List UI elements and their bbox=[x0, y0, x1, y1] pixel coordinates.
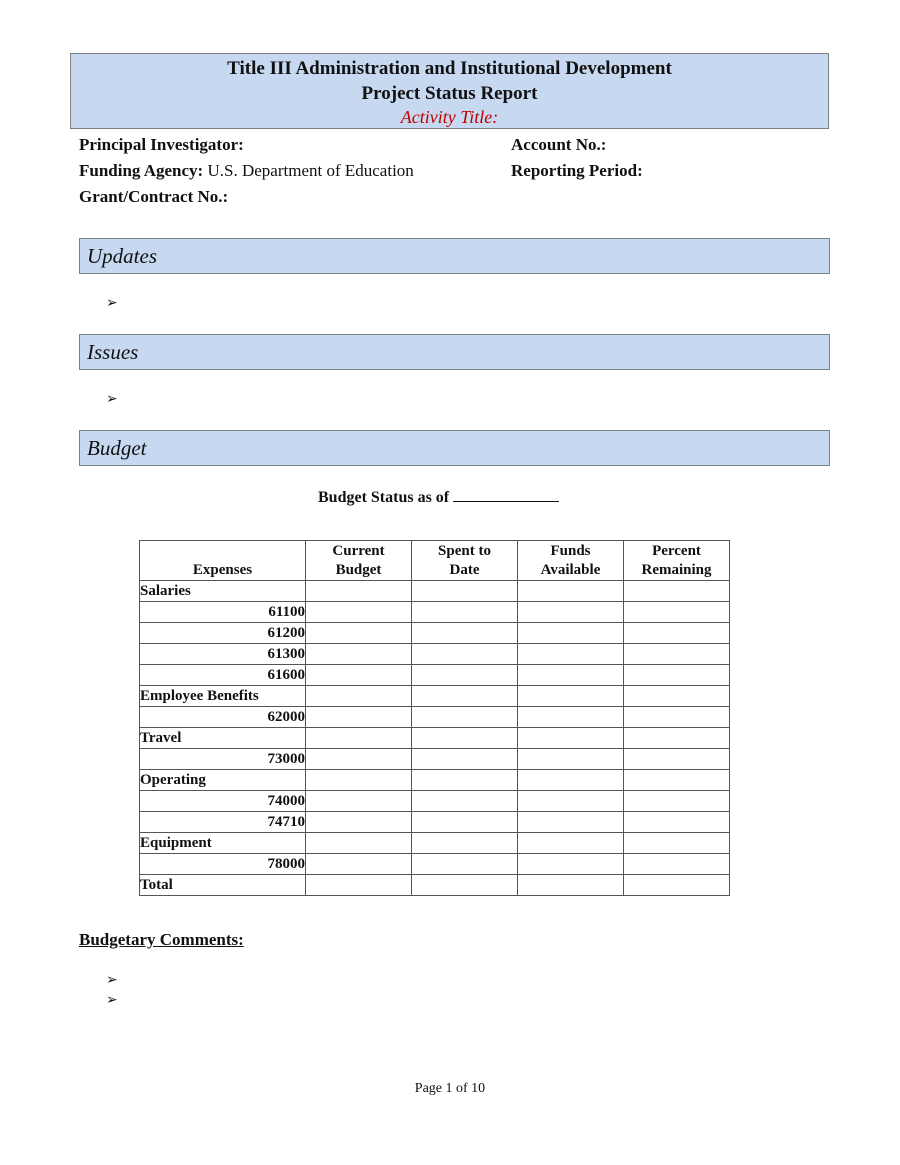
budget-value-cell[interactable] bbox=[518, 623, 624, 644]
account-no-label: Account No.: bbox=[511, 135, 607, 154]
budget-value-cell[interactable] bbox=[306, 623, 412, 644]
budget-value-cell[interactable] bbox=[306, 791, 412, 812]
expense-category-cell: Total bbox=[140, 875, 306, 896]
budget-value-cell[interactable] bbox=[412, 833, 518, 854]
table-row bbox=[140, 770, 730, 791]
expense-category-cell: Equipment bbox=[140, 833, 306, 854]
report-title-box bbox=[70, 53, 829, 129]
table-row bbox=[140, 833, 730, 854]
budget-status-date-blank[interactable] bbox=[453, 487, 559, 502]
budget-value-cell[interactable] bbox=[412, 875, 518, 896]
budget-value-cell[interactable] bbox=[518, 770, 624, 791]
table-row bbox=[140, 686, 730, 707]
budget-value-cell[interactable] bbox=[624, 833, 730, 854]
budget-value-cell[interactable] bbox=[518, 833, 624, 854]
budget-value-cell[interactable] bbox=[306, 602, 412, 623]
budget-value-cell[interactable] bbox=[624, 749, 730, 770]
budget-value-cell[interactable] bbox=[518, 602, 624, 623]
budget-value-cell[interactable] bbox=[306, 875, 412, 896]
expense-category-cell: Travel bbox=[140, 728, 306, 749]
table-row bbox=[140, 707, 730, 728]
budget-value-cell[interactable] bbox=[518, 728, 624, 749]
table-row bbox=[140, 644, 730, 665]
budget-value-cell[interactable] bbox=[412, 791, 518, 812]
report-subtitle: Project Status Report bbox=[361, 83, 538, 104]
budget-value-cell[interactable] bbox=[624, 665, 730, 686]
updates-bullet: ➢ bbox=[106, 296, 118, 311]
budget-value-cell[interactable] bbox=[624, 623, 730, 644]
budget-value-cell[interactable] bbox=[306, 749, 412, 770]
budget-value-cell[interactable] bbox=[306, 644, 412, 665]
budget-value-cell[interactable] bbox=[518, 854, 624, 875]
budget-value-cell[interactable] bbox=[518, 581, 624, 602]
budget-status-line bbox=[318, 487, 559, 507]
table-row bbox=[140, 581, 730, 602]
principal-investigator-label: Principal Investigator: bbox=[79, 135, 244, 154]
header-current-budget: Current Budget bbox=[306, 541, 412, 581]
page-number: Page 1 of 10 bbox=[414, 1081, 486, 1096]
budget-value-cell[interactable] bbox=[306, 812, 412, 833]
budget-value-cell[interactable] bbox=[624, 644, 730, 665]
section-updates: Updates bbox=[79, 238, 830, 274]
budget-value-cell[interactable] bbox=[412, 812, 518, 833]
table-row bbox=[140, 602, 730, 623]
budget-value-cell[interactable] bbox=[412, 623, 518, 644]
budget-value-cell[interactable] bbox=[518, 749, 624, 770]
budget-value-cell[interactable] bbox=[306, 686, 412, 707]
header-percent-remaining: Percent Remaining bbox=[624, 541, 730, 581]
header-spent-to-date: Spent to Date bbox=[412, 541, 518, 581]
budget-value-cell[interactable] bbox=[624, 728, 730, 749]
budget-value-cell[interactable] bbox=[412, 770, 518, 791]
budget-value-cell[interactable] bbox=[412, 644, 518, 665]
budget-value-cell[interactable] bbox=[306, 854, 412, 875]
expense-code-cell: 78000 bbox=[140, 854, 306, 875]
expense-category-cell: Operating bbox=[140, 770, 306, 791]
budget-value-cell[interactable] bbox=[412, 749, 518, 770]
comments-bullet-1: ➢ bbox=[106, 973, 118, 988]
table-row bbox=[140, 665, 730, 686]
budget-value-cell[interactable] bbox=[412, 602, 518, 623]
expense-code-cell: 61100 bbox=[140, 602, 306, 623]
expense-code-cell: 74710 bbox=[140, 812, 306, 833]
budget-value-cell[interactable] bbox=[624, 875, 730, 896]
grant-contract-label: Grant/Contract No.: bbox=[79, 187, 229, 206]
table-row bbox=[140, 875, 730, 896]
budget-value-cell[interactable] bbox=[306, 665, 412, 686]
budget-value-cell[interactable] bbox=[518, 686, 624, 707]
budget-value-cell[interactable] bbox=[306, 581, 412, 602]
table-row bbox=[140, 623, 730, 644]
comments-bullet-2: ➢ bbox=[106, 993, 118, 1008]
budget-value-cell[interactable] bbox=[306, 833, 412, 854]
budget-value-cell[interactable] bbox=[306, 707, 412, 728]
activity-title-label: Activity Title: bbox=[400, 107, 499, 127]
table-row bbox=[140, 812, 730, 833]
budget-value-cell[interactable] bbox=[412, 665, 518, 686]
section-budget: Budget bbox=[79, 430, 830, 466]
budget-status-label: Budget Status as of bbox=[318, 489, 450, 506]
budget-value-cell[interactable] bbox=[412, 707, 518, 728]
table-row bbox=[140, 854, 730, 875]
budget-value-cell[interactable] bbox=[624, 581, 730, 602]
expense-code-cell: 62000 bbox=[140, 707, 306, 728]
expense-code-cell: 61300 bbox=[140, 644, 306, 665]
expense-code-cell: 61600 bbox=[140, 665, 306, 686]
expense-code-cell: 61200 bbox=[140, 623, 306, 644]
report-title: Title III Administration and Institutional Development bbox=[227, 58, 672, 79]
section-issues: Issues bbox=[79, 334, 830, 370]
budget-value-cell[interactable] bbox=[412, 686, 518, 707]
budget-value-cell[interactable] bbox=[306, 770, 412, 791]
budget-value-cell[interactable] bbox=[412, 854, 518, 875]
expense-category-cell: Employee Benefits bbox=[140, 686, 306, 707]
budget-value-cell[interactable] bbox=[518, 644, 624, 665]
header-expenses: Expenses bbox=[140, 541, 306, 581]
budget-value-cell[interactable] bbox=[624, 602, 730, 623]
budget-table-header bbox=[140, 541, 730, 581]
table-row bbox=[140, 749, 730, 770]
info-left-block bbox=[79, 132, 414, 210]
budget-value-cell[interactable] bbox=[624, 854, 730, 875]
funding-agency-label: Funding Agency: bbox=[79, 161, 204, 180]
funding-agency-value: U.S. Department of Education bbox=[207, 161, 414, 180]
budget-value-cell[interactable] bbox=[518, 665, 624, 686]
budget-value-cell[interactable] bbox=[412, 581, 518, 602]
budget-value-cell[interactable] bbox=[624, 686, 730, 707]
header-funds-available: Funds Available bbox=[518, 541, 624, 581]
reporting-period-label: Reporting Period: bbox=[511, 161, 643, 180]
budget-value-cell[interactable] bbox=[518, 791, 624, 812]
budget-value-cell[interactable] bbox=[518, 875, 624, 896]
table-row bbox=[140, 728, 730, 749]
issues-bullet: ➢ bbox=[106, 392, 118, 407]
budgetary-comments-heading: Budgetary Comments: bbox=[79, 930, 244, 949]
budget-value-cell[interactable] bbox=[624, 770, 730, 791]
budget-value-cell[interactable] bbox=[412, 728, 518, 749]
expense-category-cell: Salaries bbox=[140, 581, 306, 602]
expense-code-cell: 73000 bbox=[140, 749, 306, 770]
budget-value-cell[interactable] bbox=[518, 707, 624, 728]
budget-value-cell[interactable] bbox=[306, 728, 412, 749]
budget-value-cell[interactable] bbox=[624, 791, 730, 812]
budget-value-cell[interactable] bbox=[624, 707, 730, 728]
budget-value-cell[interactable] bbox=[624, 812, 730, 833]
budget-table bbox=[139, 540, 730, 896]
info-right-block bbox=[511, 132, 643, 184]
budget-value-cell[interactable] bbox=[518, 812, 624, 833]
expense-code-cell: 74000 bbox=[140, 791, 306, 812]
table-row bbox=[140, 791, 730, 812]
